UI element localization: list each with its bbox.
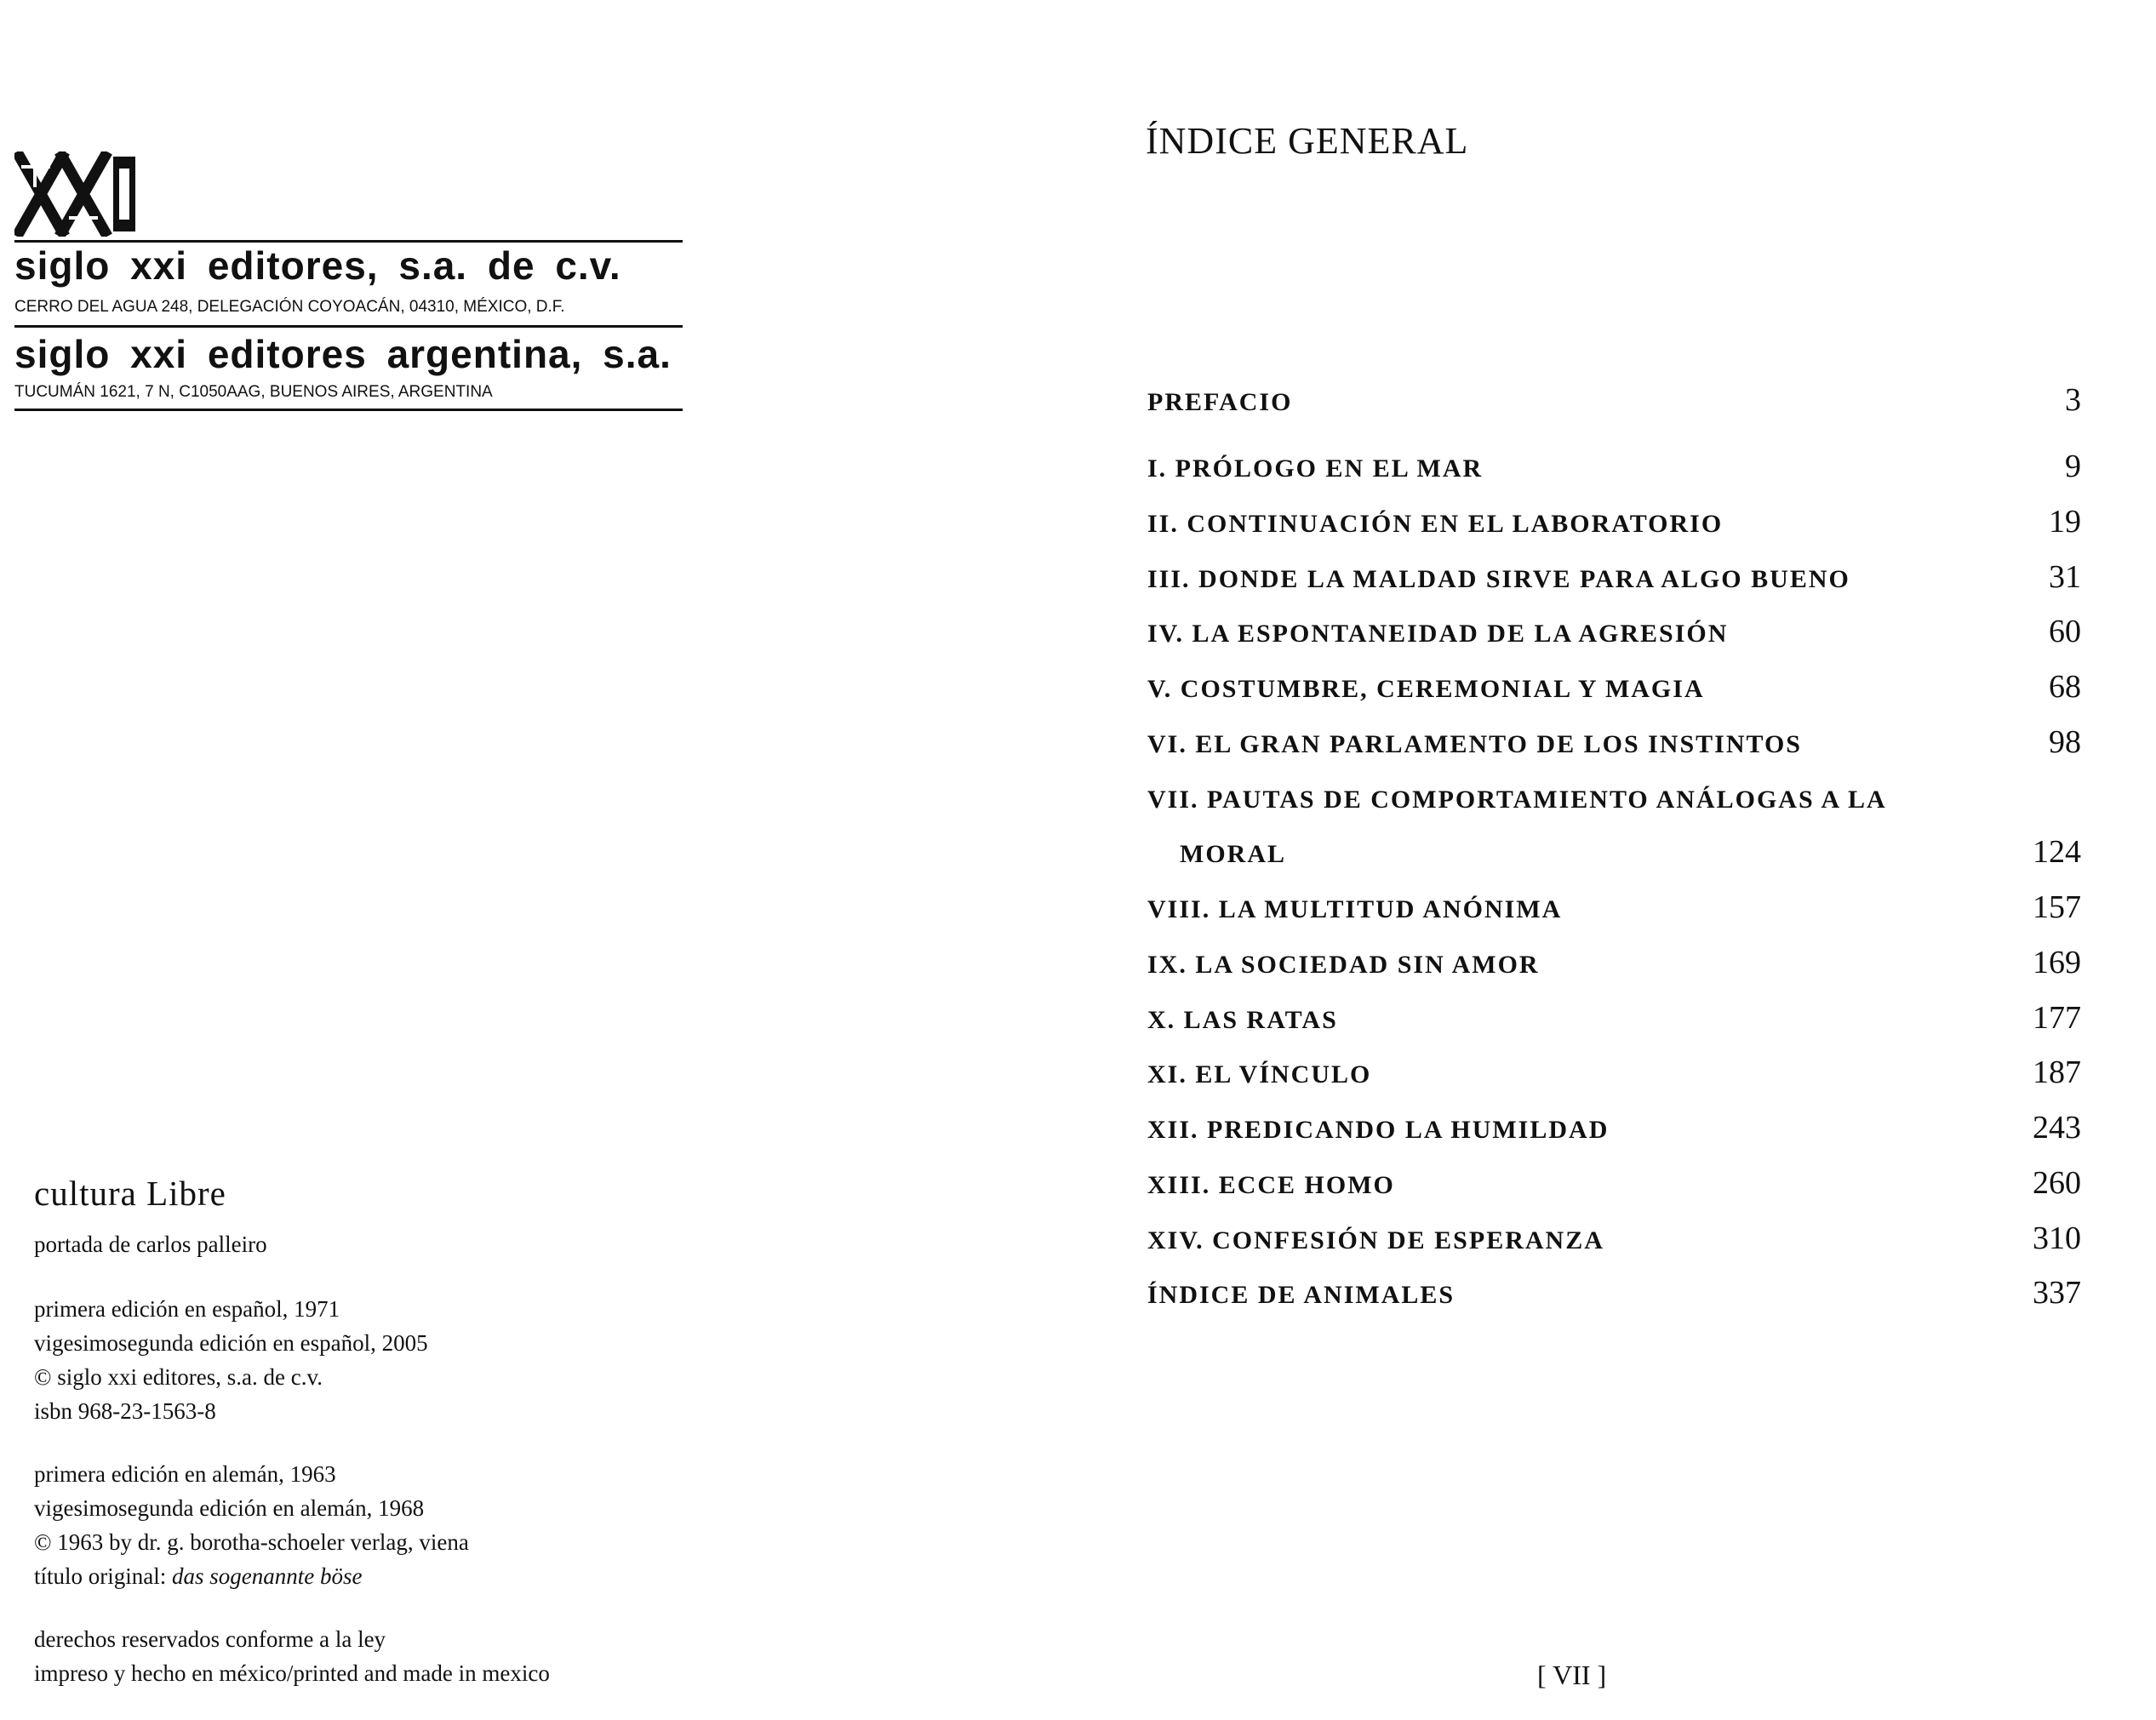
toc-entry-page: 68 bbox=[2049, 669, 2081, 705]
isbn: isbn 968-23-1563-8 bbox=[34, 1398, 216, 1424]
cover-credit: portada de carlos palleiro bbox=[34, 1231, 267, 1257]
toc-entry-label: VII. PAUTAS DE COMPORTAMIENTO ANÁLOGAS A LA bbox=[1147, 786, 1887, 814]
toc-entry-page: 187 bbox=[2033, 1054, 2081, 1090]
toc-entry-label: IX. LA SOCIEDAD SIN AMOR bbox=[1147, 951, 1540, 979]
rule bbox=[14, 409, 683, 411]
toc-entry-label: VI. EL GRAN PARLAMENTO DE LOS INSTINTOS bbox=[1147, 730, 1802, 758]
toc-entry-label-continued: MORAL bbox=[1180, 840, 1286, 868]
toc-entry-page: 243 bbox=[2033, 1110, 2081, 1146]
toc-entry-page: 260 bbox=[2033, 1165, 2081, 1201]
publisher-argentina-name: siglo xxi editores argentina, s.a. bbox=[14, 332, 672, 376]
toc-entry-label: V. COSTUMBRE, CEREMONIAL Y MAGIA bbox=[1147, 675, 1705, 703]
toc-entry-page: 310 bbox=[2033, 1220, 2081, 1256]
toc-entry-page: 177 bbox=[2033, 1000, 2081, 1036]
copyright-publisher: © siglo xxi editores, s.a. de c.v. bbox=[34, 1364, 323, 1390]
rule bbox=[14, 325, 683, 328]
spanish-current-edition: vigesimosegunda edición en español, 2005 bbox=[34, 1330, 428, 1356]
toc-entry-page: 3 bbox=[2065, 382, 2081, 418]
toc-entry-label: X. LAS RATAS bbox=[1147, 1006, 1338, 1034]
toc-entry-label: PREFACIO bbox=[1147, 388, 1293, 416]
original-title bbox=[34, 1559, 362, 1593]
publisher-mexico-name: siglo xxi editores, s.a. de c.v. bbox=[14, 243, 621, 288]
xxi-logo-icon bbox=[14, 151, 142, 237]
toc-entry-page: 19 bbox=[2049, 504, 2081, 540]
german-first-edition: primera edición en alemán, 1963 bbox=[34, 1461, 336, 1487]
toc-entry-page: 124 bbox=[2033, 834, 2081, 870]
toc-entry-label: ÍNDICE DE ANIMALES bbox=[1147, 1281, 1455, 1309]
toc-entry-page: 337 bbox=[2033, 1275, 2081, 1311]
copyright-original: © 1963 by dr. g. borotha-schoeler verlag, viena bbox=[34, 1529, 469, 1555]
original-title-value: das sogenannte böse bbox=[172, 1563, 363, 1589]
printed-in: impreso y hecho en méxico/printed and made in mexico bbox=[34, 1660, 550, 1686]
toc-entry-page: 157 bbox=[2033, 889, 2081, 925]
publisher-argentina-address: TUCUMÁN 1621, 7 N, C1050AAG, BUENOS AIRES, ARGENTINA bbox=[14, 383, 493, 401]
publisher-mexico-address: CERRO DEL AGUA 248, DELEGACIÓN COYOACÁN, 04310, MÉXICO, D.F. bbox=[14, 298, 565, 316]
toc-entry-page: 31 bbox=[2049, 559, 2081, 595]
series-title: cultura Libre bbox=[34, 1174, 226, 1213]
toc-entry-page: 9 bbox=[2065, 449, 2081, 484]
toc-entry-label: XI. EL VÍNCULO bbox=[1147, 1060, 1372, 1089]
spanish-first-edition: primera edición en español, 1971 bbox=[34, 1296, 340, 1322]
toc-entry-label: I. PRÓLOGO EN EL MAR bbox=[1147, 454, 1484, 483]
right-page bbox=[1078, 0, 2156, 1720]
toc-entry-label: II. CONTINUACIÓN EN EL LABORATORIO bbox=[1147, 510, 1724, 538]
toc-entry-label: XII. PREDICANDO LA HUMILDAD bbox=[1147, 1116, 1610, 1144]
original-title-label: título original: bbox=[34, 1563, 172, 1589]
toc-entry-page: 169 bbox=[2033, 945, 2081, 980]
toc-entry-label: XIV. CONFESIÓN DE ESPERANZA bbox=[1147, 1226, 1604, 1254]
toc-entry-label: IV. LA ESPONTANEIDAD DE LA AGRESIÓN bbox=[1147, 620, 1729, 648]
toc-entry-label: VIII. LA MULTITUD ANÓNIMA bbox=[1147, 895, 1563, 923]
toc-entry-page: 60 bbox=[2049, 614, 2081, 649]
rights-reserved: derechos reservados conforme a la ley bbox=[34, 1626, 386, 1652]
toc-entry-label: III. DONDE LA MALDAD SIRVE PARA ALGO BUENO bbox=[1147, 565, 1850, 593]
toc-title: ÍNDICE GENERAL bbox=[1146, 120, 1469, 162]
toc-entry-page: 98 bbox=[2049, 724, 2081, 760]
page-folio: [ VII ] bbox=[1537, 1660, 1607, 1690]
german-current-edition: vigesimosegunda edición en alemán, 1968 bbox=[34, 1495, 425, 1521]
toc-entry-label: XIII. ECCE HOMO bbox=[1147, 1171, 1395, 1199]
